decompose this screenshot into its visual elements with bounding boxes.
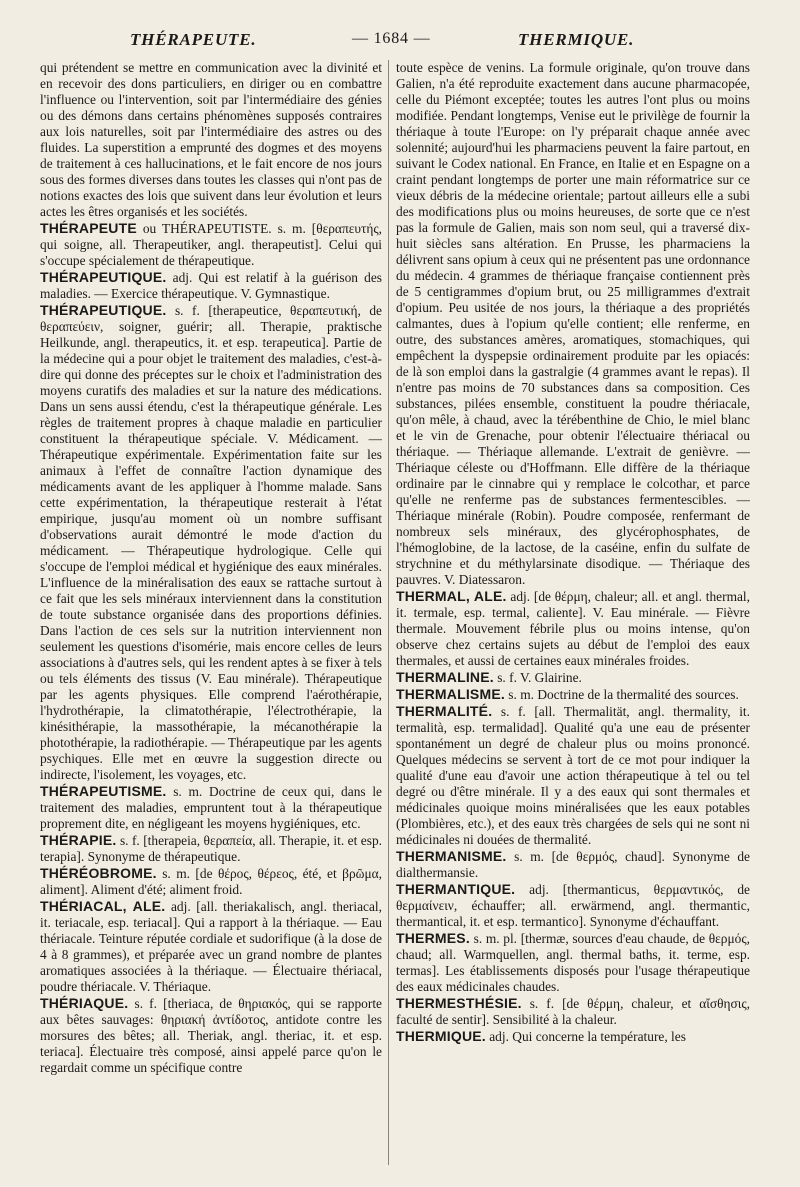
entry-body: adj. Qui concerne la température, les (485, 1029, 686, 1044)
entry-headword: THERMALITÉ. (396, 703, 493, 719)
dictionary-entry (40, 269, 382, 302)
entry-headword: THERMESTHÉSIE. (396, 995, 522, 1011)
left-column (40, 60, 382, 1170)
entry-body: adj. Qui est relatif à la guérison des maladies. — Exercice thérapeutique. V. Gymnastique. (40, 270, 382, 301)
header-left-word: THÉRAPEUTE. (130, 30, 257, 49)
entry-body: s. m. pl. [thermæ, sources d'eau chaude, de θερμός, chaud; all. Warmquellen, angl. thermal baths, it. terme, esp. termas]. Les établissements disposés pour l'usage thérapeutique des eaux médicinales chaudes. (396, 931, 750, 994)
entry-body: s. f. [all. Thermalität, angl. thermality, it. termalità, esp. termalidad]. Qualité qu'a une eau de présenter spontanément un degré de chaleur plus ou moins prononcé. Quelques médecins se servent à tort de ce mot pour indiquer la qualité d'une eau d'avoir une action thérapeutique à tel ou tel degré ou d'être minérale. Il y a des eaux qui sont thermales et médicinales quoique moins minéralisées que les eaux potables (Plombières, etc.), et des eaux très chargées de sels qui ne sont ni médicinales ni douées de thermalité. (396, 704, 750, 847)
entry-body: qui prétendent se mettre en communication avec la divinité et en recevoir des dons particuliers, en diriger ou en combattre l'influence ou l'intervention, soit par l'intermédiaire des génies ou des démons dans certains phénomènes supposés contraires aux lois naturelles, soit par l'intermédiaire des astres ou des fluides. La superstition a emprunté des dogmes et des moyens de traitement à ces hallucinations, et le fait encore de nos jours sous des formes diverses dans toutes les classes qui n'ont pas de notions exactes des lois que suivent dans leur évolution et leurs actes les êtres organisés et les sociétés. (40, 60, 382, 219)
entry-body: ou THÉRAPEUTISTE. s. m. [θεραπευτής, qui soigne, all. Therapeutiker, angl. therapeutist]. Celui qui s'occupe spécialement de thérapeutique. (40, 221, 382, 268)
entry-body: s. m. [de θερμός, chaud]. Synonyme de dialthermansie. (396, 849, 750, 880)
entry-headword: THERMANTIQUE. (396, 881, 516, 897)
entry-body: s. f. [theriaca, de θηριακός, qui se rapporte aux bêtes sauvages: θηριακή ἀντίδοτος, antidote contre les morsures des bêtes; all. Theriak, angl. theriac, it. et esp. teriaca]. Électuaire très composé, ainsi appelé parce qu'on le regardait comme un spécifique contre (40, 996, 382, 1075)
dictionary-entry (40, 898, 382, 995)
dictionary-entry (396, 703, 750, 848)
entry-headword: THÉRAPEUTIQUE. (40, 302, 167, 318)
entry-headword: THERMES. (396, 930, 470, 946)
entry-headword: THÉRAPEUTE (40, 220, 137, 236)
entry-headword: THÉRÉOBROME. (40, 865, 157, 881)
dictionary-entry (396, 669, 750, 686)
entry-body: adj. [de θέρμη, chaleur; all. et angl. thermal, it. termale, esp. termal, caliente]. V. Eau minérale. — Fièvre thermale. Mouvement fébrile plus ou moins intense, qu'on observe chez certains sujets au début de l'emploi des eaux thermales, et aussi de certaines eaux minérales froides. (396, 589, 750, 668)
dictionary-entry (40, 832, 382, 865)
entry-body: toute espèce de venins. La formule originale, qu'on trouve dans Galien, n'a été reproduite exactement dans aucune pharmacopée, celle du Piémont exceptée; toutes les autres l'ont plus ou moins modifiée. Pendant longtemps, Venise eut le privilège de fournir la thériaque à toute l'Europe: on l'y préparait chaque année avec solennité; aujourd'hui les pharmaciens peuvent la faire partout, en suivant le Codex national. En France, en Italie et en Espagne on a craint pendant longtemps de porter une main réformatrice sur ce vieux débris de la médecine orientale; partout ailleurs elle a subi des modifications plus ou moins heureuses, de sorte que ce n'est pas la formule de Galien, mais son nom seul, qui a traversé dix-huit siècles sans altération. En Prusse, les pharmaciens la délivrent sans opium à ceux qui ne présentent pas une ordonnance du médecin. 4 grammes de thériaque française contiennent près de 5 centigrammes d'opium brut, ou 25 milligrammes d'extrait d'opium. Peu usitée de nos jours, la thériaque a des propriétés calmantes, dues à l'opium qu'elle contient; elle renferme, en outre, des substances amères, aromatiques, stomachiques, qui empêchent la dyspepsie ordinairement produite par les opiacés: de là son emploi dans la gastralgie (4 grammes avant le repas). Il n'entre pas moins de 70 substances dans sa composition. Ces substances, pilées ensemble, constituent la poudre thériacale, qu'on mêle, à chaud, avec la térébenthine de Chio, le miel blanc et le vin de Grenache, pour obtenir l'électuaire thériacal ou thériaque. — Thériaque allemande. L'extrait de genièvre. — Thériaque céleste ou d'Hoffmann. Elle diffère de la thériaque ordinaire par le cinnabre qui y remplace le colcothar, et parce qu'elle ne renferme pas de substances fermentescibles. — Thériaque minérale (Robin). Poudre composée, renfermant de nombreux sels minéraux, des glycérophosphates, de l'hémoglobine, de la lactose, de la caséine, enfin du sulfate de strychnine et du méthylarsinate disodique. — Thériaque des pauvres. V. Diatessaron. (396, 60, 750, 587)
dictionary-entry (396, 930, 750, 995)
entry-body: s. f. [de θέρμη, chaleur, et αἴσθησις, faculté de sentir]. Sensibilité à la chaleur. (396, 996, 750, 1027)
page-number: — 1684 — (352, 30, 431, 47)
entry-body: s. m. [de θέρος, θέρεος, été, et βρῶμα, aliment]. Aliment d'été; aliment froid. (40, 866, 382, 897)
entry-headword: THERMALISME. (396, 686, 505, 702)
entry-headword: THÉRAPEUTIQUE. (40, 269, 167, 285)
entry-body: s. m. Doctrine de la thermalité des sources. (504, 687, 739, 702)
entry-body: s. f. [therapeutice, θεραπευτική, de θεραπεύειν, soigner, guérir; all. Therapie, praktische Heilkunde, angl. therapeutics, it. et esp. terapeutica]. Partie de la médecine qui a pour objet le traitement des maladies, c'est-à-dire qui donne des préceptes sur le choix et l'administration des moyens curatifs des maladies et sur la nature des médications. Dans un sens aussi étendu, c'est la thérapeutique générale. Les règles de traitement propres à chaque maladie en particulier constituent la thérapeutique spéciale. V. Médicament. — Thérapeutique expérimentale. Expérimentation faite sur les animaux à l'effet de connaître l'action dynamique des médicaments avant de les appliquer à l'homme malade. Sans cette expérimentation, la thérapeutique resterait à l'état empirique, jusqu'au moment où un nombre suffisant d'observations aurait démontré le mode d'action du médicament. — Thérapeutique hydrologique. Celle qui s'occupe de l'emploi médical et hygiénique des eaux minérales. L'influence de la minéralisation des eaux se rattache surtout à ce fait que les sels minéraux interviennent dans la constitution de toute substance organisée dans des proportions définies. Dans l'action de ces sels sur la nutrition interviennent non seulement les questions d'isomérie, mais encore celles de leurs associations à d'autres sels, qui les rendent aptes à se fixer à tels ou tels éléments des tissus (V. Eau minérale). Thérapeutique par les agents physiques. Elle comprend l'aérothérapie, l'hydrothérapie, la climatothérapie, l'électrothérapie, la kinésithérapie, la massothérapie, la mécanothérapie la photothérapie, la radiothérapie. — Thérapeutique par les agents psychiques. Elle met en œuvre la suggestion directe ou indirecte, l'isolement, les voyages, etc. (40, 303, 382, 782)
dictionary-entry (396, 848, 750, 881)
column-divider (388, 60, 389, 1165)
entry-headword: THERMAL, ALE. (396, 588, 507, 604)
dictionary-entry (40, 220, 382, 269)
entry-headword: THÉRIACAL, ALE. (40, 898, 166, 914)
dictionary-entry (40, 783, 382, 832)
entry-headword: THERMALINE. (396, 669, 494, 685)
entry-headword: THÉRAPEUTISME. (40, 783, 167, 799)
dictionary-entry (396, 686, 750, 703)
header-right-word: THERMIQUE. (518, 30, 635, 49)
entry-headword: THÉRAPIE. (40, 832, 117, 848)
entry-body: adj. [thermanticus, θερμαντικός, de θερμαίνειν, échauffer; all. erwärmend, angl. thermantic, thermantical, it. et esp. termantico]. Synonyme d'échauffant. (396, 882, 750, 929)
right-column (396, 60, 750, 1170)
dictionary-entry (396, 995, 750, 1028)
entry-headword: THERMIQUE. (396, 1028, 486, 1044)
entry-body: adj. [all. theriakalisch, angl. theriacal, it. teriacale, esp. teriacal]. Qui a rapport à la thériaque. — Eau thériacale. Teinture réputée cordiale et sudorifique (à la dose de 4 à 8 grammes), et préparée avec un grand nombre de plantes aromatiques associées à la thériaque. — Électuaire thériacal, poudre thériacale. V. Thériaque. (40, 899, 382, 994)
dictionary-entry (396, 588, 750, 669)
dictionary-entry (40, 995, 382, 1076)
running-header (0, 30, 800, 58)
entry-body: s. f. V. Glairine. (493, 670, 582, 685)
entry-headword: THERMANISME. (396, 848, 507, 864)
entry-headword: THÉRIAQUE. (40, 995, 129, 1011)
dictionary-entry (40, 865, 382, 898)
dictionary-entry (396, 881, 750, 930)
dictionary-entry (396, 1028, 750, 1045)
entry-body: s. f. [therapeia, θεραπεία, all. Therapie, it. et esp. terapia]. Synonyme de thérapeutique. (40, 833, 382, 864)
dictionary-entry (40, 302, 382, 783)
entry-body: s. m. Doctrine de ceux qui, dans le traitement des maladies, empruntent tout à la thérapeutique proprement dite, en négligeant les moyens hygiéniques, etc. (40, 784, 382, 831)
entry-continuation (40, 60, 382, 220)
entry-continuation (396, 60, 750, 588)
